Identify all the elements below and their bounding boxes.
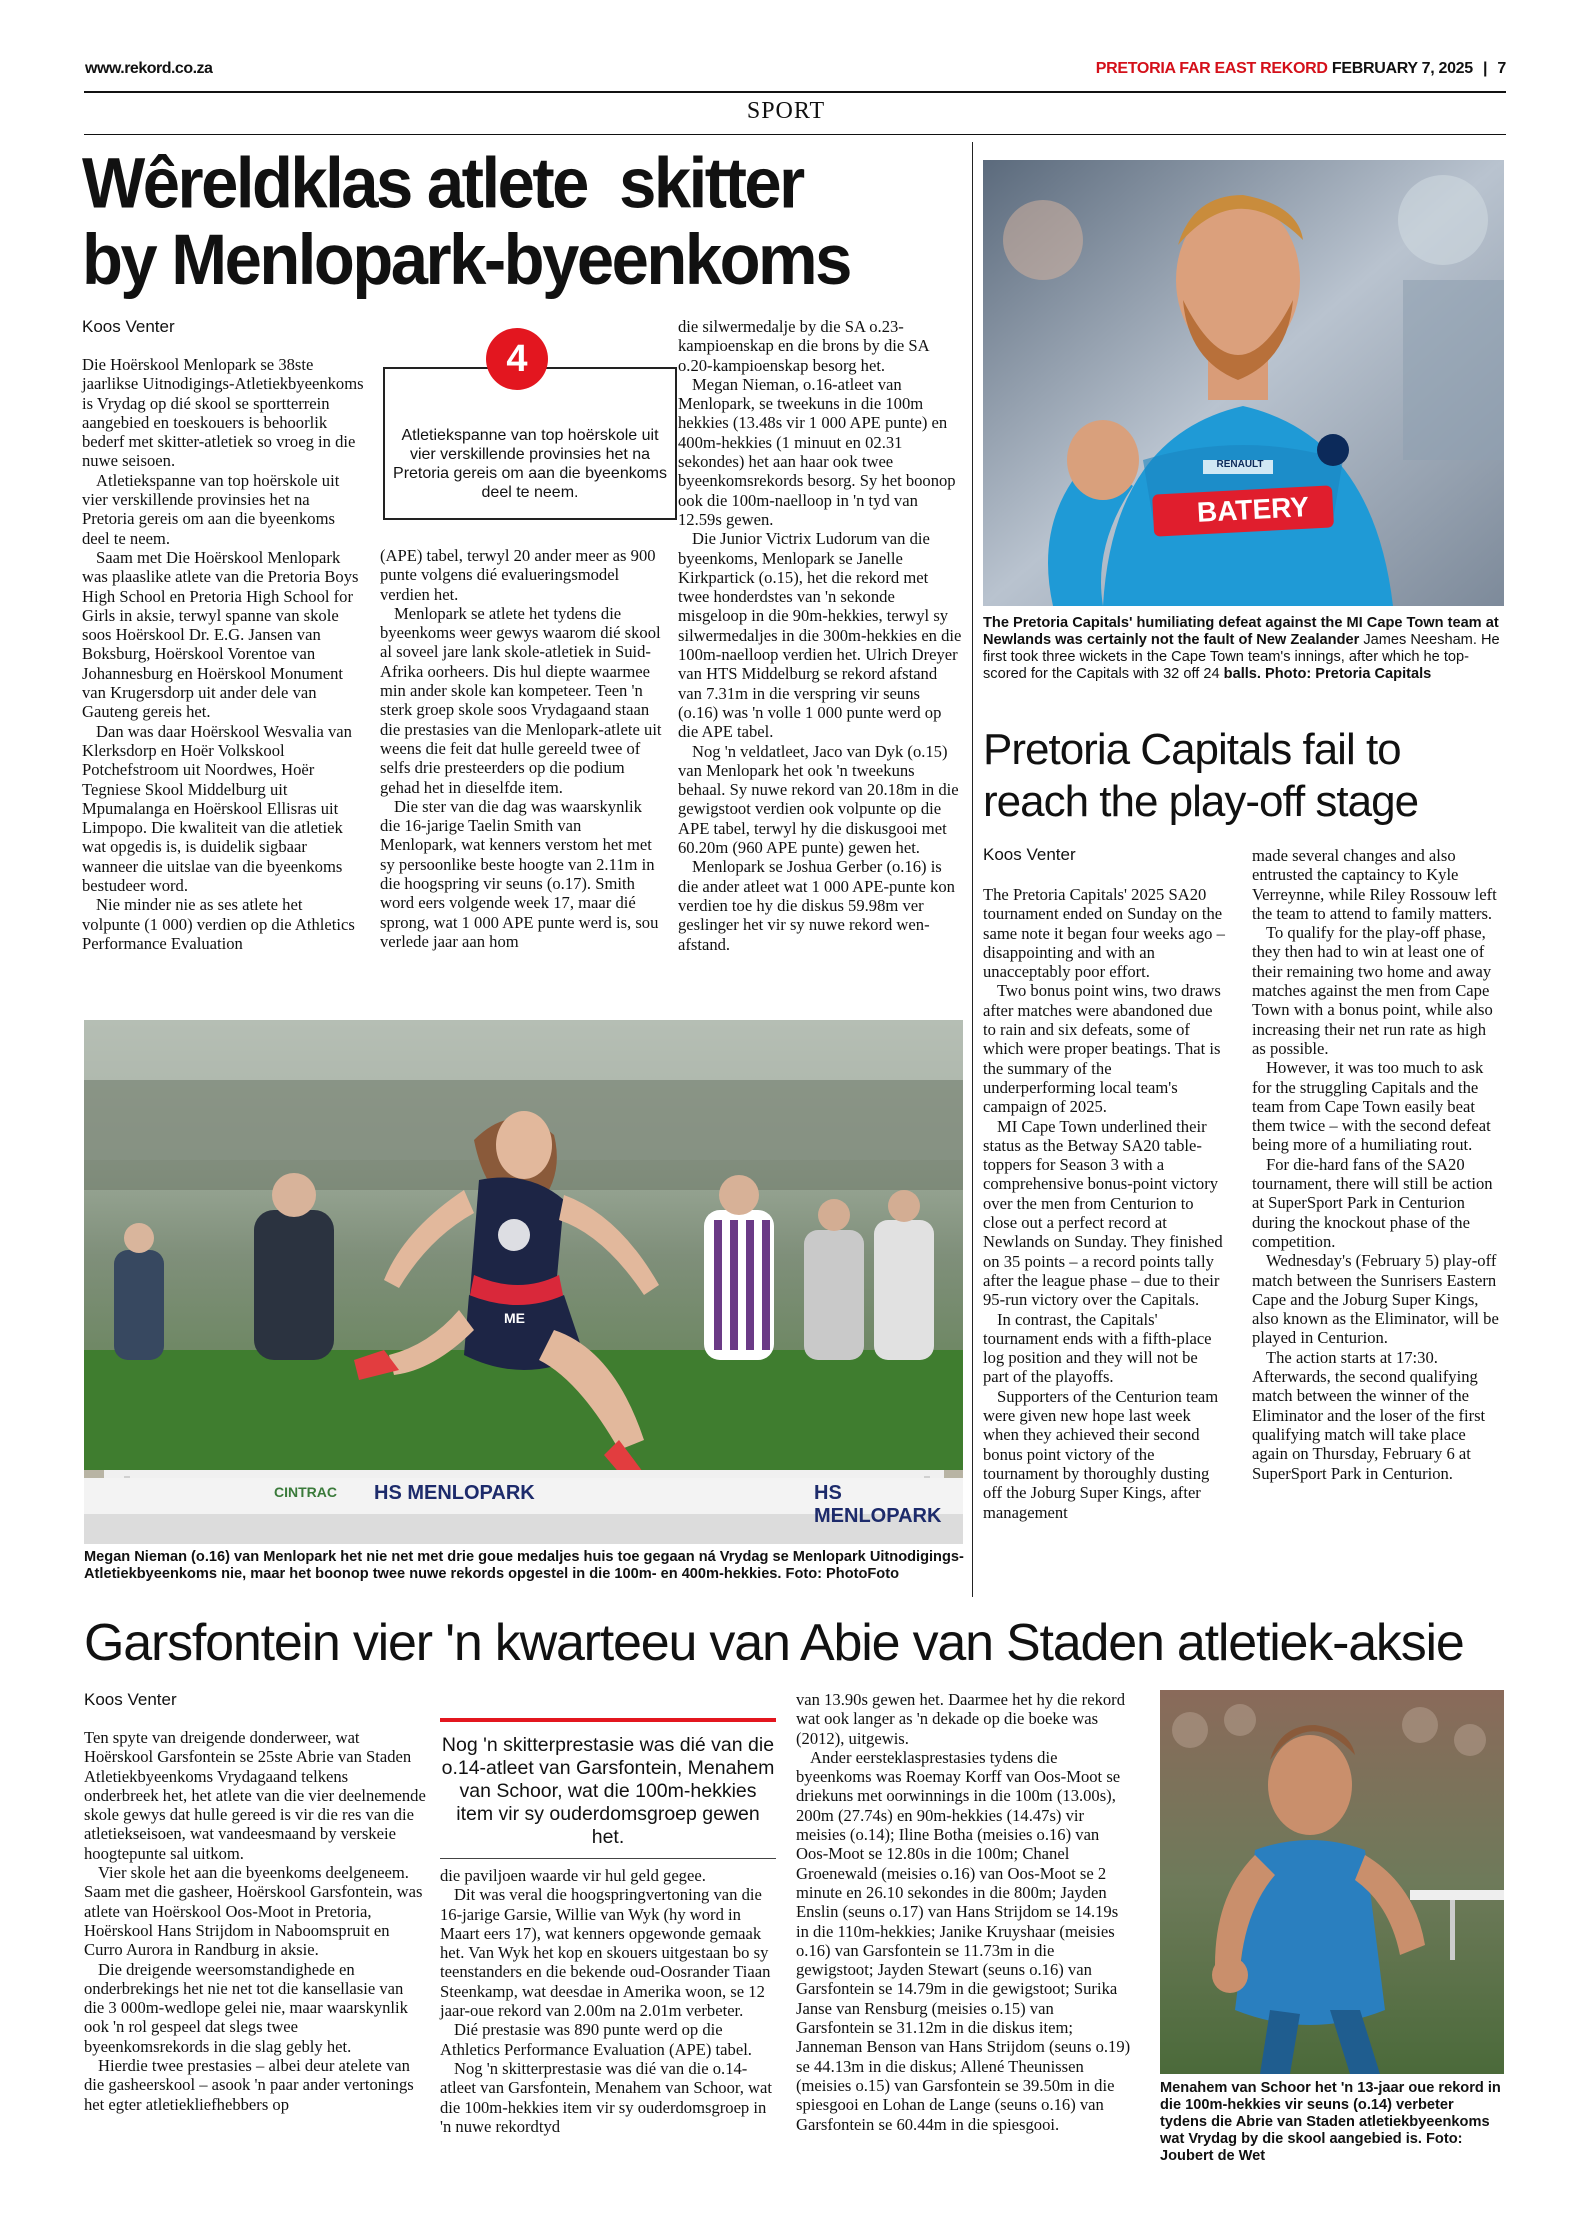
hurdler-photo-caption: Megan Nieman (o.16) van Menlopark het nie net met drie goue medaljes huis toe gegaan ná Vrydag se Menlopark Uitnodigings-Atletiekbyeenkoms nie, maar het boonop twee nuwe rekords opgestel in die 100m- en 400m-hekkies. Foto: PhotoFoto: [84, 1549, 964, 1582]
sprinter-photo: [1160, 1690, 1504, 2074]
article-paragraph: To qualify for the play-off phase, they then had to win at least one of their remaining two home and away matches against the men from Cape Town with a bonus point, while also increasing their net run rate as high as possible.: [1252, 923, 1493, 1058]
article-paragraph: Supporters of the Centurion team were given new hope last week when they achieved their second bonus point victory of the tournament by thoroughly dusting off the Joburg Super Kings, after management: [983, 1386, 1219, 1522]
caption-bold-credit: balls. Photo: Pretoria Capitals: [1223, 666, 1432, 682]
masthead-rule: [84, 91, 1506, 93]
article-paragraph: van 13.90s gewen het. Daarmee het hy die rekord wat ook langer as 'n dekade op die boeke was (2012), uitgewis.: [796, 1690, 1125, 1748]
article-paragraph: (APE) tabel, terwyl 20 ander meer as 900 punte volgens dié evalueringsmodel verdien het.: [380, 546, 656, 604]
article-paragraph: Nie minder nie as ses atlete het volpunte (1 000) verdien op die Athletics Performance Evaluation: [82, 895, 355, 953]
banner-text-right: HS MENLOPARK: [814, 1482, 942, 1527]
column-divider: [972, 142, 973, 1597]
caption-plain-part: James Neesham. He first took three wickets in the Cape Town team's innings, after which he top-scored for the Capitals with 32 off 24: [983, 632, 1500, 682]
cricketer-photo-caption: [983, 615, 1503, 683]
article-paragraph: Die dreigende weersomstandighede en onderbrekings het nie net tot die kansellasie van die 3 000m-wedlope gelei nie, maar waarskynlik ook 'n rol gespeel dat slegs twee byeenkomsrekords in die slag gebly het.: [84, 1959, 408, 2056]
cricketer-photo-illustration: [983, 160, 1504, 606]
article2-column-2: [1252, 846, 1504, 1483]
article1-headline: [82, 143, 962, 300]
article-paragraph: Die Hoërskool Menlopark se 38ste jaarlikse Uitnodigings-Atletiekbyeenkoms is Vrydag op dié skool se sportterrein aangebied en toeskouers is behoorlik bederf met skitter-atletiek so vroeg in die nuwe seisoen.: [82, 355, 364, 471]
article-paragraph: Nog 'n veldatleet, Jaco van Dyk (o.15) van Menlopark het ook 'n tweekuns behaal. Sy nuwe rekord van 20.18m in die gewigstoot verdien ook volpunte op die APE tabel, terwyl hy die diskusgooi met 60.20m (960 APE punte) gewen het.: [678, 741, 959, 858]
article3-column-1: [84, 1728, 426, 2114]
article2-headline-line1: Pretoria Capitals fail to: [983, 725, 1401, 774]
article2-headline-line2: reach the play-off stage: [983, 777, 1419, 826]
article-paragraph: Die ster van die dag was waarskynlik die 16-jarige Taelin Smith van Menlopark, wat kenners verstom het met sy persoonlike beste hoogte van 2.11m in die hoogspring vir seuns (o.17). Smith word eers volgende week 17, maar dié sprong, wat 1 000 APE punte werd is, sou verlede jaar aan hom: [380, 796, 659, 951]
article-paragraph: made several changes and also entrusted the captaincy to Kyle Verreynne, while Riley Rossouw left the team to attend to family matters.: [1252, 846, 1497, 923]
article-paragraph: Dan was daar Hoërskool Wesvalia van Klerksdorp en Hoër Volkskool Potchefstroom uit Noordwes, Hoër Tegniese Skool Middelburg uit Mpumalanga en Hoërskool Ellisras uit Limpopo. Die kwaliteit van die atletiek wat opgedis is, is duidelik sigbaar wanneer die uitslae van die byeenkoms bestudeer word.: [82, 721, 352, 896]
pull-quote-text: Atletiekspanne van top hoërskole uit vier verskillende provinsies het na Pretoria gereis om aan die byeenkoms deel te neem.: [393, 427, 667, 501]
article-paragraph: Hierdie twee prestasies – albei deur atelete van die gasheerskool – asook 'n paar ander vertonings het egter atletiekliefhebbers op: [84, 2056, 414, 2114]
article-paragraph: Die Junior Victrix Ludorum van die byeenkoms, Menlopark se Janelle Kirkpartick (o.15), het die rekord met twee honderdstes van 'n sekonde misgeloop in die 90m-hekkies, terwyl sy silwermedaljes in die 300m-hekkies en die 100m-naelloop verdien het. Ulrich Dreyer van HTS Middelburg se rekord afstand van 7.31m in die verspring vir seuns (o.16) was 'n volle 1 000 punte werd op die APE tabel.: [678, 529, 962, 742]
article-paragraph: Atletiekspanne van top hoërskole uit vier verskillende provinsies het na Pretoria gereis om aan die byeenkoms deel te neem.: [82, 470, 340, 548]
bib-text: ME: [504, 1310, 525, 1326]
article2-headline: [983, 724, 1503, 828]
issue-date: FEBRUARY 7, 2025: [1331, 60, 1473, 77]
article1-column-3: [678, 317, 962, 954]
article-paragraph: In contrast, the Capitals' tournament ends with a fifth-place log position and they will not be part of the playoffs.: [983, 1309, 1212, 1387]
article-paragraph: Nog 'n skitterprestasie was dié van die o.14-atleet van Garsfontein, Menahem van Schoor, wat die 100m-hekkies item vir sy ouderdomsgroep in 'n nuwe rekordtyd: [440, 2058, 773, 2136]
article-paragraph: Two bonus point wins, two draws after matches were abandoned due to rain and six defeats, some of which were proper beatings. That is the summary of the underperforming local team's campaign of 2025.: [983, 981, 1221, 1117]
article-paragraph: However, it was too much to ask for the struggling Capitals and the team from Cape Town easily beat them twice – with the second defeat being more of a humiliating rout.: [1252, 1058, 1491, 1155]
article2-column-1: [983, 885, 1226, 1522]
article-paragraph: Ander eersteklasprestasies tydens die byeenkoms was Roemay Korff van Oos-Moot se driekuns met oorwinnings in die 100m (13.00s), 200m (27.74s) en 90m-hekkies (14.47s) vir meisies (o.14); Iline Botha (meisies o.16) van Oos-Moot se 12.80s in die 100m; Chanel Groenewald (meisies o.16) van Oos-Moot se 2 minute en 26.10 sekondes in die 800m; Jayden Enslin (seuns o.17) van Hans Strijdom se 14.19s in die 110m-hekkies; Janike Kruyshaar (meisies o.16) van Garsfontein se 11.73m in die gewigstoot; Jayden Stewart (seuns o.16) van Garsfontein se 14.79m in die gewigstoot; Surika Janse van Rensburg (meisies o.15) van Garsfontein se 31.12m in die diskus item; Janneman Benson van Hans Strijdom (seuns o.19) se 44.13m in die diskus; Allené Theunissen (meisies o.15) van Garsfontein se 39.50m in die spiesgooi en Lohan de Lange (seuns o.16) van Garsfontein se 60.44m in die spiesgooi.: [796, 1747, 1131, 2134]
banner-text-left: HS MENLOPARK: [374, 1482, 535, 1504]
article1-headline-line2: by Menlopark-byeenkoms: [82, 220, 850, 300]
pull-quote-number: 4: [486, 328, 548, 390]
article3-column-3: [796, 1690, 1132, 2134]
article-paragraph: die paviljoen waarde vir hul geld gegee.: [440, 1866, 706, 1885]
shirt-sponsor-text: BATERY: [1196, 491, 1310, 528]
sprinter-photo-caption: Menahem van Schoor het 'n 13-jaar oue rekord in die 100m-hekkies vir seuns (o.14) verbeter tydens die Abrie van Staden atletiekbyeenkoms wat Vrydag by die skool aangebied is. Foto: Joubert de Wet: [1160, 2080, 1501, 2164]
section-rule: [84, 134, 1506, 135]
article-paragraph: The Pretoria Capitals' 2025 SA20 tournament ended on Sunday on the same note it began four weeks ago – disappointing and with an unacceptably poor effort.: [983, 885, 1225, 982]
sponsor-text: CINTRAC: [274, 1484, 337, 1500]
article-paragraph: MI Cape Town underlined their status as the Betway SA20 table-toppers for Season 3 with a comprehensive bonus-point victory over the men from Centurion to close out a perfect record at Newlands on Sunday. They finished on 35 points – a record points tally after the league phase – due to their 95-run victory over the Capitals.: [983, 1116, 1223, 1310]
publication-name: PRETORIA FAR EAST REKORD: [1095, 60, 1328, 77]
article2-byline: Koos Venter: [983, 845, 1076, 864]
article-paragraph: Menlopark se Joshua Gerber (o.16) is die ander atleet wat 1 000 APE-punte kon verdien toe hy die diskus 59.98m ver geslinger het vir sy nuwe rekord wen-afstand.: [678, 857, 955, 954]
hurdler-photo-illustration: [84, 1020, 963, 1544]
page-number: 7: [1497, 60, 1506, 77]
article-paragraph: Dit was veral die hoogspringvertoning van die 16-jarige Garsie, Willie van Wyk (hy word in Maart eers 17), wat kenners opgewonde gemaak het. Van Wyk het kop en skouers uitgestaan bo sy teenstanders en die bekende oud-Oosrander Tiaan Steenkamp, wat deesdae in Amerika woon, se 12 jaar-oue rekord van 2.00m na 2.01m verbeter.: [440, 1885, 771, 2021]
article3-byline: Koos Venter: [84, 1690, 177, 1709]
article3-column-2: [440, 1866, 778, 2136]
masthead-url: www.rekord.co.za: [85, 60, 213, 77]
cricketer-photo: [983, 160, 1504, 606]
pull-quote-accent-bar: [440, 1718, 776, 1722]
pull-quote-2-rule: [440, 1858, 776, 1859]
article-paragraph: Dié prestasie was 890 punte werd op die Athletics Performance Evaluation (APE) tabel.: [440, 2020, 752, 2059]
sprinter-photo-illustration: [1160, 1690, 1504, 2074]
article1-column-2: [380, 546, 662, 951]
article1-column-1: [82, 355, 364, 953]
article-paragraph: For die-hard fans of the SA20 tournament, there will still be action at SuperSport Park in Centurion during the knockout phase of the competition.: [1252, 1154, 1493, 1251]
article-paragraph: Menlopark se atlete het tydens die byeenkoms weer gewys waarom dié skool al soveel jare lank skole-atletiek in Suid-Afrika oorheers. Dis hul diepte waarmee min ander skole kan kompeteer. Teen 'n sterk groep skole soos Vrydagaand staan die prestasies van die Menlopark-atlete uit weens die feit dat hulle gereeld twee of selfs drie presteerders op die podium gehad het in dieselfde item.: [380, 603, 662, 797]
shirt-brand-text: RENAULT: [1216, 459, 1264, 470]
pull-quote-2-text: Nog 'n skitterprestasie was dié van die o.14-atleet van Garsfontein, Menahem van Schoor, wat die 100m-hekkies item vir sy ouderdomsgroep gewen het.: [441, 1734, 775, 1848]
article1-headline-line1: Wêreldklas atlete skitter: [82, 143, 803, 224]
masthead-info: [1096, 60, 1506, 78]
article3-headline: Garsfontein vier 'n kwarteeu van Abie van Staden atletiek-aksie: [84, 1614, 1464, 1672]
article-paragraph: Megan Nieman, o.16-atleet van Menlopark, se tweekuns in die 100m hekkies (13.48s vir 1 000 APE punte) en 400m-hekkies (1 minuut en 02.31 sekondes) het aan haar ook twee byeenkomsrekords besorg. Sy het boonop ook die 100m-naelloop in 'n tyd van 12.59s gewen.: [678, 374, 956, 529]
article1-byline: Koos Venter: [82, 317, 175, 336]
article-paragraph: Ten spyte van dreigende donderweer, wat Hoërskool Garsfontein se 25ste Abrie van Staden Atletiekbyeenkoms Vrydagaand telkens onderbreek het, het atlete van die vier deelnemende skole gewys dat hulle gereed is vir die res van die atletiekseisoen, wat vandeesmaand by verskeie hoogtepunte sal uitkom.: [84, 1728, 426, 1863]
article-paragraph: Saam met Die Hoërskool Menlopark was plaaslike atlete van die Pretoria Boys High School en Pretoria High School for Girls in aksie, terwyl spanne van skole soos Hoërskool Dr. E.G. Jansen van Boksburg, Hoërskool Vorentoe van Johannesburg en Hoërskool Monument van Krugersdorp uit ander dele van Gauteng gereis het.: [82, 547, 359, 722]
masthead-separator: |: [1483, 60, 1488, 77]
section-label: SPORT: [746, 98, 826, 124]
article-paragraph: Vier skole het aan die byeenkoms deelgeneem. Saam met die gasheer, Hoërskool Garsfontein, was atlete van Hoërskool Oos-Moot in Pretoria, Hoërskool Hans Strijdom in Naboomspruit en Curro Aurora in Randburg in aksie.: [84, 1863, 423, 1960]
article-paragraph: die silwermedalje by die SA o.23-kampioenskap en die brons by die SA o.20-kampioenskap besorg het.: [678, 317, 929, 375]
caption-bold-part: The Pretoria Capitals' humiliating defeat against the MI Cape Town team at Newlands was certainly not the fault of New Zealander: [983, 615, 1499, 648]
article-paragraph: Wednesday's (February 5) play-off match between the Sunrisers Eastern Cape and the Joburg Super Kings, also known as the Eliminator, will be played in Centurion.: [1252, 1251, 1499, 1348]
article-paragraph: The action starts at 17:30. Afterwards, the second qualifying match between the winner of the Eliminator and the loser of the first qualifying match will take place again on Thursday, February 6 at SuperSport Park in Centurion.: [1252, 1347, 1486, 1483]
hurdler-photo: [84, 1020, 963, 1544]
